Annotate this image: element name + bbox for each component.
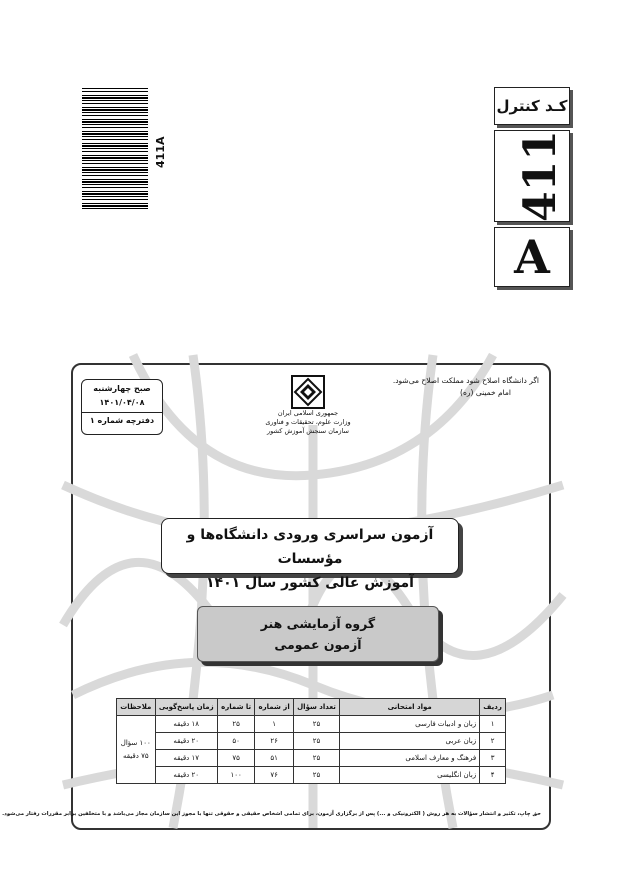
barcode-stripe	[82, 175, 148, 176]
barcode-stripe	[82, 100, 148, 101]
exam-date: ۱۴۰۱/۰۴/۰۸	[99, 398, 145, 407]
header-notes: ملاحظات	[117, 699, 156, 716]
header-row-number: ردیف	[480, 699, 506, 716]
table-row	[117, 767, 506, 784]
barcode-stripe	[82, 179, 148, 180]
row-count: ۲۵	[293, 716, 339, 733]
row-from: ۵۱	[255, 750, 294, 767]
subjects-table	[116, 698, 506, 784]
barcode-stripe	[82, 160, 148, 161]
barcode-stripe	[82, 184, 148, 185]
row-from: ۱	[255, 716, 294, 733]
barcode-stripe	[82, 151, 148, 152]
barcode-stripe	[82, 205, 148, 207]
row-time: ۲۰ دقیقه	[155, 733, 217, 750]
exam-type: آزمون عمومی	[274, 637, 362, 652]
barcode-stripe	[82, 143, 148, 144]
barcode-stripe	[82, 169, 148, 171]
booklet-number: دفترچه شماره ۱	[82, 412, 162, 428]
imam-quote	[369, 375, 539, 399]
barcode-stripe	[82, 199, 148, 200]
notes-total-time: ۷۵ دقیقه	[122, 751, 149, 760]
barcode-stripe	[82, 124, 148, 125]
notes-total-questions: ۱۰۰ سؤال	[120, 738, 151, 747]
org-line-2: وزارت علوم، تحقیقات و فناوری	[265, 418, 351, 426]
header-to-number: تا شماره	[217, 699, 254, 716]
barcode-stripe	[82, 148, 148, 149]
exam-title-box	[161, 518, 459, 591]
control-code-label: کـد کنترل	[494, 87, 570, 125]
barcode-stripe	[82, 133, 148, 135]
barcode-stripe	[82, 115, 148, 116]
barcode-stripe	[82, 121, 148, 123]
barcode-stripe	[82, 181, 148, 183]
barcode-stripe	[82, 103, 148, 104]
row-to: ۲۵	[217, 716, 254, 733]
barcode-stripe	[82, 167, 148, 168]
row-time: ۱۷ دقیقه	[155, 750, 217, 767]
barcode-stripe	[82, 139, 148, 140]
row-subject: زبان عربی	[340, 733, 480, 750]
exam-title-line-1: آزمون سراسری ورودی دانشگاه‌ها و مؤسسات	[186, 527, 434, 567]
row-count: ۲۵	[293, 750, 339, 767]
booklet-version: A	[494, 227, 570, 287]
table-notes	[117, 716, 156, 784]
organization-logo	[291, 375, 325, 409]
org-line-3: سازمان سنجش آموزش کشور	[267, 427, 349, 435]
barcode-stripe	[82, 172, 148, 173]
barcode-stripe	[82, 145, 148, 147]
barcode-stripe	[82, 131, 148, 132]
header-question-count: تعداد سؤال	[293, 699, 339, 716]
barcode-stripe	[82, 88, 148, 89]
barcode-text: 411A	[154, 136, 167, 168]
row-number: ۳	[480, 750, 506, 767]
exam-date-box	[81, 379, 163, 435]
row-number: ۱	[480, 716, 506, 733]
row-number: ۲	[480, 733, 506, 750]
organization-name	[235, 409, 381, 436]
barcode-stripe	[82, 136, 148, 137]
barcode-stripe	[82, 109, 148, 111]
row-time: ۱۸ دقیقه	[155, 716, 217, 733]
table-row	[117, 733, 506, 750]
row-count: ۲۵	[293, 767, 339, 784]
header-time: زمان پاسخ‌گویی	[155, 699, 217, 716]
barcode-stripe	[82, 127, 148, 128]
row-time: ۲۰ دقیقه	[155, 767, 217, 784]
row-number: ۴	[480, 767, 506, 784]
control-code-value: 411	[514, 130, 566, 222]
barcode-stripe	[82, 155, 148, 156]
exam-day: صبح چهارشنبه	[93, 384, 151, 393]
exam-group-box	[197, 606, 439, 662]
table-row	[117, 750, 506, 767]
row-to: ۱۰۰	[217, 767, 254, 784]
quote-author: امام خمینی (ره)	[460, 388, 511, 397]
barcode-stripe	[82, 157, 148, 159]
barcode-stripe	[82, 163, 148, 164]
copyright-notice: حق چاپ، تکثیر و انتشار سؤالات به هر روش ( الکترونیکی و ...) پس از برگزاری آزمون، برای تمامی اشخاص حقیقی و حقوقی تنها با مجوز این سازمان مجاز می‌باشد و با متخلفین برابر مقررات رفتار می‌شود.	[2, 811, 541, 817]
exam-group: گروه آزمایشی هنر	[260, 616, 376, 631]
barcode-stripe	[82, 193, 148, 195]
table-header-row	[117, 699, 506, 716]
quote-text: اگر دانشگاه اصلاح شود مملکت اصلاح می‌شود.	[392, 376, 539, 385]
barcode-stripe	[82, 187, 148, 188]
barcode-stripe	[82, 91, 148, 92]
barcode-image	[82, 88, 148, 210]
exam-title-line-2: آموزش عالی کشور سال ۱۴۰۱	[206, 575, 414, 591]
row-to: ۵۰	[217, 733, 254, 750]
row-from: ۲۶	[255, 733, 294, 750]
barcode-stripe	[82, 203, 148, 204]
barcode-stripe	[82, 95, 148, 96]
row-to: ۷۵	[217, 750, 254, 767]
header-from-number: از شماره	[255, 699, 294, 716]
header-subject: مواد امتحانی	[340, 699, 480, 716]
barcode-stripe	[82, 191, 148, 192]
table-row	[117, 716, 506, 733]
barcode-stripe	[82, 112, 148, 113]
org-line-1: جمهوری اسلامی ایران	[277, 409, 339, 417]
row-subject: زبان انگلیسی	[340, 767, 480, 784]
control-code-number	[494, 130, 570, 222]
row-subject: زبان و ادبیات فارسی	[340, 716, 480, 733]
row-subject: فرهنگ و معارف اسلامی	[340, 750, 480, 767]
row-from: ۷۶	[255, 767, 294, 784]
barcode-stripe	[82, 97, 148, 99]
cover-frame	[2, 363, 551, 830]
barcode-stripe	[82, 107, 148, 108]
barcode-stripe	[82, 208, 148, 209]
row-count: ۲۵	[293, 733, 339, 750]
barcode-stripe	[82, 119, 148, 120]
barcode-stripe	[82, 196, 148, 197]
